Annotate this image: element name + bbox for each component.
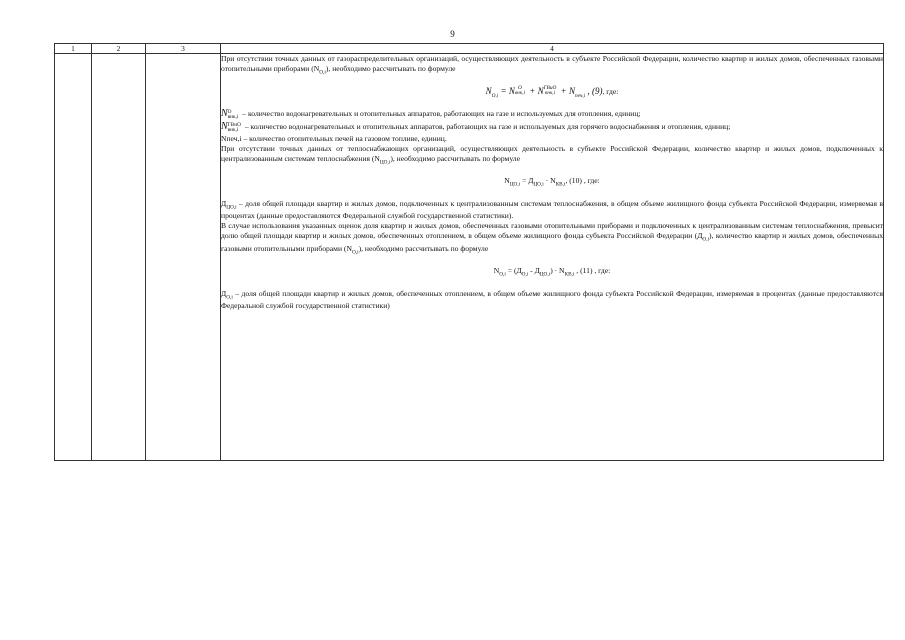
paragraph-text: ), необходимо рассчитывать по формуле xyxy=(358,243,489,253)
formula-10 xyxy=(221,176,883,189)
paragraph-text: ), необходимо рассчитывать по формуле xyxy=(390,153,520,163)
table-header-row xyxy=(55,44,884,54)
table-row xyxy=(55,54,884,461)
formula-operator: = xyxy=(498,85,509,96)
formula-symbol: = (Д xyxy=(505,266,522,276)
formula-symbol: N xyxy=(485,85,492,96)
subscript: ЦО,i xyxy=(226,204,237,211)
subscript: О,i xyxy=(351,249,359,256)
formula-symbol: · N xyxy=(543,176,556,186)
formula-symbol: N xyxy=(508,85,515,96)
formula-number: , (9) xyxy=(585,85,603,96)
formula-symbol: Д xyxy=(221,288,227,298)
subscript: внк,i xyxy=(514,90,526,97)
column-header-2: 2 xyxy=(92,44,146,54)
superscript: O xyxy=(518,85,522,92)
definition-d-o xyxy=(221,289,883,312)
paragraph-text: При отсутствии точных данных от газораспределительных организаций, осуществляющих деятельность в субъекте Российской Федерации, количество квартир и жилых домов, обеспеченных газовыми отопительными приборами (N xyxy=(221,54,883,74)
formula-symbol: Д xyxy=(221,198,227,208)
subscript: внк,i xyxy=(227,113,239,120)
formula-symbol: N xyxy=(221,108,228,120)
definition-d-co xyxy=(221,199,883,222)
paragraph-text: При отсутствии точных данных от теплоснабжающих организаций, осуществляющих деятельность в субъекте Российской Федерации, количество квартир и жилых домов, подключенных к централизованным системам теплоснабжения (N xyxy=(221,143,883,163)
formula-symbol: N xyxy=(568,85,575,96)
paragraph-estimate-case xyxy=(221,221,883,256)
index-stack xyxy=(515,86,525,96)
formula-symbol: N xyxy=(221,121,228,133)
subscript: ЦО,i xyxy=(533,181,544,188)
subscript: внк,i xyxy=(227,126,239,133)
subscript: О,i xyxy=(499,271,506,278)
index-stack xyxy=(544,86,557,96)
formula-symbol: - Д xyxy=(528,266,540,276)
cell-col-3 xyxy=(146,54,221,461)
subscript: О,i xyxy=(226,294,233,301)
formula-symbol: = Д xyxy=(520,176,534,186)
formula-symbol: N xyxy=(537,85,544,96)
formula-operator: + xyxy=(527,85,538,96)
paragraph-central-heating xyxy=(221,144,883,167)
definition-text: – доля общей площади квартир и жилых домов, подключенных к централизованным системам теплоснабжения, в общем объеме жилищного фонда субъекта Российской Федерации, измеряемая в процентах (данные предоставляются Федеральной службой государственной статистики). xyxy=(221,198,883,221)
paragraph-gas-heating xyxy=(221,54,883,77)
index-stack xyxy=(228,110,239,120)
formula-tail: , где: xyxy=(602,86,619,96)
subscript: О,i xyxy=(319,69,326,76)
index-stack xyxy=(228,123,241,133)
formula-symbol: N xyxy=(493,266,500,276)
page-number: 9 xyxy=(450,29,455,39)
subscript: КВ,i xyxy=(564,271,575,278)
cell-col-2 xyxy=(92,54,146,461)
formula-symbol: N xyxy=(504,176,510,186)
column-header-3: 3 xyxy=(146,44,221,54)
paragraph-text: В случае использования указанных оценок доля квартир и жилых домов, обеспеченных газовыми отопительными приборами и подключенных к централизованным системам теплоснабжения, превысит долю общей площади квартир и жилых домов, обеспеченных отоплением, в общем объеме жилищного фонда субъекта Российской Федерации (Д xyxy=(221,221,883,241)
document-table xyxy=(54,43,884,461)
definition-n-pech: Nпеч,i – количество отопительных печей на газовом топливе, единиц. xyxy=(221,133,447,143)
definition-text: – количество водонагревательных и отопительных аппаратов, работающих на газе и используемых для горячего водоснабжения и отопления, единиц; xyxy=(242,122,731,132)
definition-text: – доля общей площади квартир и жилых домов, обеспеченных отоплением, в общем объеме жилищного фонда субъекта Российской Федерации, измеряемая в процентах (данные предоставляются Федеральной службой государственной статистики) xyxy=(221,288,883,311)
paragraph-text: ), необходимо рассчитывать по формуле xyxy=(325,64,456,74)
cell-col-4 xyxy=(221,54,884,461)
subscript: ЦО,i xyxy=(379,159,391,166)
column-header-4: 4 xyxy=(221,44,884,54)
subscript: внк,i xyxy=(544,90,556,97)
formula-operator: + xyxy=(558,85,569,96)
formula-symbol: ) · N xyxy=(550,266,565,276)
paragraph-text: ), количество квартир и жилых домов, обеспеченных газовыми отопительными приборами (N xyxy=(221,231,884,253)
subscript: ЦО,i xyxy=(509,181,521,188)
formula-number: , (11) , где: xyxy=(574,266,611,276)
column-header-1: 1 xyxy=(55,44,92,54)
definition-text: – количество водонагревательных и отопительных аппаратов, работающих на газе и используемых для отопления, единиц; xyxy=(240,109,641,119)
superscript: ГВиО xyxy=(227,121,241,128)
subscript: О,i xyxy=(521,271,529,278)
cell-col-1 xyxy=(55,54,92,461)
subscript: О,i xyxy=(702,236,710,243)
definition-n-o xyxy=(221,107,883,120)
superscript: O xyxy=(227,108,232,115)
subscript: O,i xyxy=(491,92,499,99)
subscript: КВ,i xyxy=(555,181,566,188)
definition-n-gvio xyxy=(221,120,883,133)
superscript: ГВиО xyxy=(543,85,557,92)
formula-11 xyxy=(221,266,883,279)
subscript: печ,i xyxy=(574,92,586,99)
subscript: ЦО,i xyxy=(539,271,551,278)
formula-number: , (10) , где: xyxy=(565,176,600,186)
formula-9 xyxy=(221,86,883,100)
